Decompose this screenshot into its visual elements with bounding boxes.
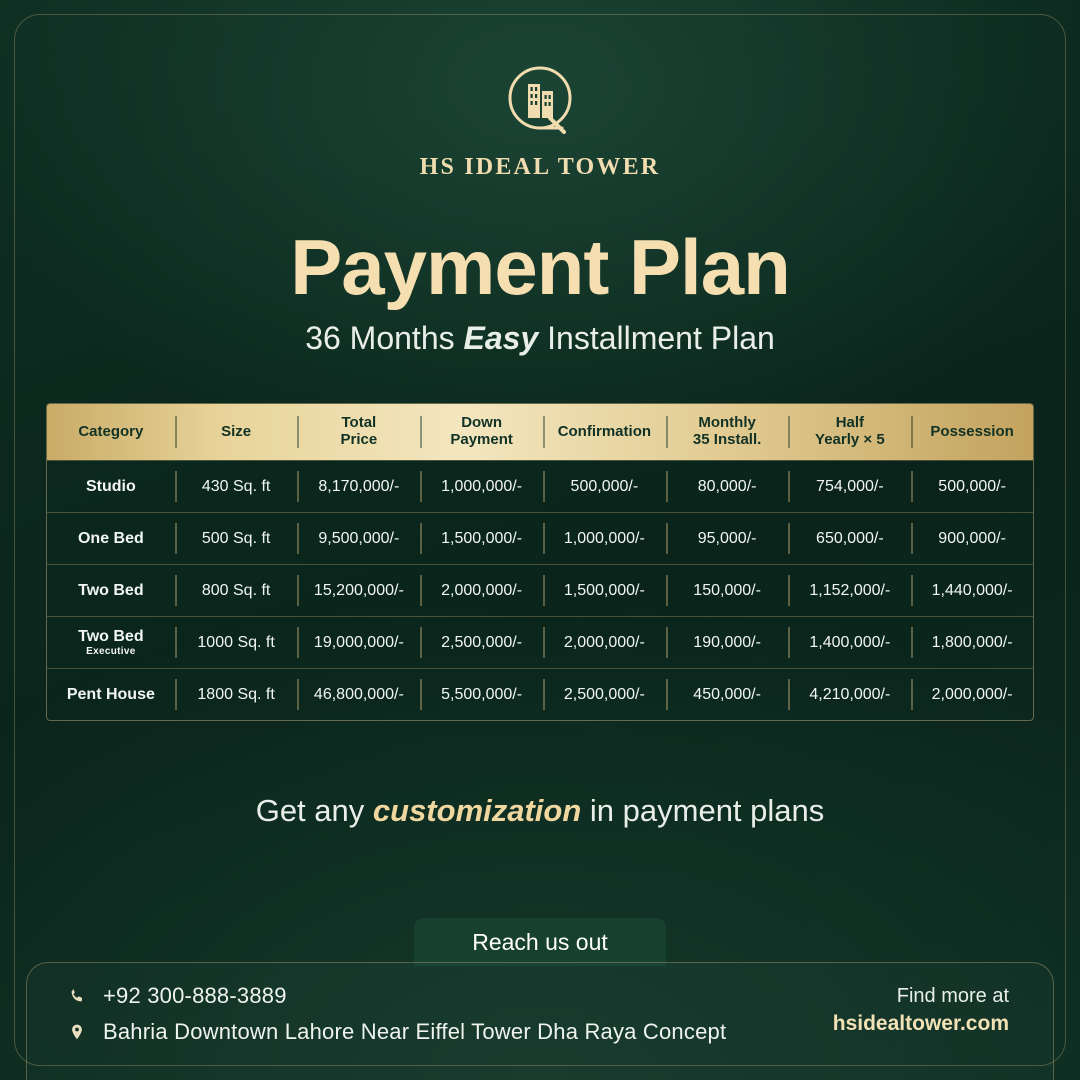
table-row <box>47 668 1033 720</box>
table-header-monthly <box>666 404 789 460</box>
cell-possession: 2,000,000/- <box>911 669 1033 720</box>
table-header-half-yearly <box>788 404 911 460</box>
cell-confirmation: 1,500,000/- <box>543 565 666 616</box>
cell-down-payment: 2,500,000/- <box>420 617 543 668</box>
cell-down-payment: 1,500,000/- <box>420 513 543 564</box>
table-header-total-price <box>297 404 420 460</box>
cell-half-yearly: 754,000/- <box>788 461 911 512</box>
header-line: Category <box>78 422 144 440</box>
brand-logo <box>0 58 1080 181</box>
website-link[interactable]: hsidealtower.com <box>832 1012 1009 1035</box>
cell-possession: 500,000/- <box>911 461 1033 512</box>
cell-text: One Bed <box>77 529 144 547</box>
contact-phone: +92 300-888-3889 <box>103 983 287 1008</box>
cell-category <box>47 669 175 720</box>
cell-half-yearly: 1,152,000/- <box>788 565 911 616</box>
cell-down-payment: 1,000,000/- <box>420 461 543 512</box>
customization-emphasis: customization <box>372 793 582 828</box>
cell-text: Pent House <box>66 685 155 703</box>
cell-size: 1800 Sq. ft <box>175 669 298 720</box>
cell-monthly: 450,000/- <box>666 669 789 720</box>
cell-down-payment: 2,000,000/- <box>420 565 543 616</box>
find-more-label: Find more at <box>896 985 1009 1007</box>
cell-size: 430 Sq. ft <box>175 461 298 512</box>
header-line: Confirmation <box>557 422 652 440</box>
cell-monthly: 150,000/- <box>666 565 789 616</box>
payment-plan-table <box>46 403 1034 721</box>
cell-half-yearly: 1,400,000/- <box>788 617 911 668</box>
page-subtitle <box>0 320 1080 357</box>
cell-monthly: 190,000/- <box>666 617 789 668</box>
cell-text: Studio <box>85 477 136 495</box>
header-line: Size <box>221 422 252 440</box>
cell-text: Two Bed <box>78 581 144 599</box>
subtitle-prefix: 36 Months <box>305 320 464 356</box>
header-line: 35 Install. <box>692 431 762 448</box>
cell-total-price: 46,800,000/- <box>297 669 420 720</box>
reach-us-out-tab[interactable] <box>414 918 666 966</box>
cell-text: Two Bed <box>78 628 144 645</box>
table-header-down-payment <box>420 404 543 460</box>
header-line: Half <box>835 414 865 432</box>
cell-down-payment: 5,500,000/- <box>420 669 543 720</box>
table-header-category <box>47 404 175 460</box>
cell-total-price: 9,500,000/- <box>297 513 420 564</box>
cell-size: 500 Sq. ft <box>175 513 298 564</box>
cell-confirmation: 2,500,000/- <box>543 669 666 720</box>
customization-note <box>0 793 1080 829</box>
contact-details <box>67 983 726 1055</box>
cell-confirmation: 2,000,000/- <box>543 617 666 668</box>
cell-size: 800 Sq. ft <box>175 565 298 616</box>
find-more-block <box>833 985 1009 1036</box>
cell-total-price: 8,170,000/- <box>297 461 420 512</box>
table-row <box>47 564 1033 616</box>
contact-phone-row[interactable] <box>67 983 726 1009</box>
cell-category <box>47 461 175 512</box>
cell-size: 1000 Sq. ft <box>175 617 298 668</box>
contact-panel <box>26 962 1054 1080</box>
cell-half-yearly: 650,000/- <box>788 513 911 564</box>
header-line: Total <box>341 414 377 432</box>
header-line: Payment <box>450 431 513 448</box>
header-line: Price <box>340 431 378 448</box>
table-row <box>47 460 1033 512</box>
customization-prefix: Get any <box>255 793 373 828</box>
page-title: Payment Plan <box>290 223 790 311</box>
phone-icon <box>67 987 87 1005</box>
subtitle-suffix: Installment Plan <box>538 320 775 356</box>
table-header-confirmation <box>543 404 666 460</box>
cell-category <box>47 513 175 564</box>
cell-possession: 1,440,000/- <box>911 565 1033 616</box>
cell-monthly: 80,000/- <box>666 461 789 512</box>
building-tower-icon <box>498 58 582 142</box>
reach-us-out-label: Reach us out <box>472 928 608 955</box>
customization-suffix: in payment plans <box>581 793 825 828</box>
subtitle-emphasis: Easy <box>463 320 539 356</box>
brand-name: HS IDEAL TOWER <box>419 154 661 180</box>
header-line: Yearly × 5 <box>815 431 885 448</box>
cell-total-price: 19,000,000/- <box>297 617 420 668</box>
table-header-possession <box>911 404 1033 460</box>
cell-half-yearly: 4,210,000/- <box>788 669 911 720</box>
table-row <box>47 616 1033 668</box>
table-header-size <box>175 404 298 460</box>
cell-possession: 1,800,000/- <box>911 617 1033 668</box>
table-row <box>47 512 1033 564</box>
contact-address: Bahria Downtown Lahore Near Eiffel Tower Dha Raya Concept <box>103 1019 727 1044</box>
cell-possession: 900,000/- <box>911 513 1033 564</box>
cell-category <box>47 617 175 668</box>
header-line: Monthly <box>698 414 756 432</box>
header-line: Possession <box>930 422 1014 440</box>
cell-monthly: 95,000/- <box>666 513 789 564</box>
cell-confirmation: 1,000,000/- <box>543 513 666 564</box>
contact-address-row <box>67 1019 726 1045</box>
cell-subtext: Executive <box>86 646 136 657</box>
cell-total-price: 15,200,000/- <box>297 565 420 616</box>
location-pin-icon <box>67 1023 87 1041</box>
header-line: Down <box>461 414 503 432</box>
cell-confirmation: 500,000/- <box>543 461 666 512</box>
cell-category <box>47 565 175 616</box>
table-header-row <box>47 404 1033 460</box>
